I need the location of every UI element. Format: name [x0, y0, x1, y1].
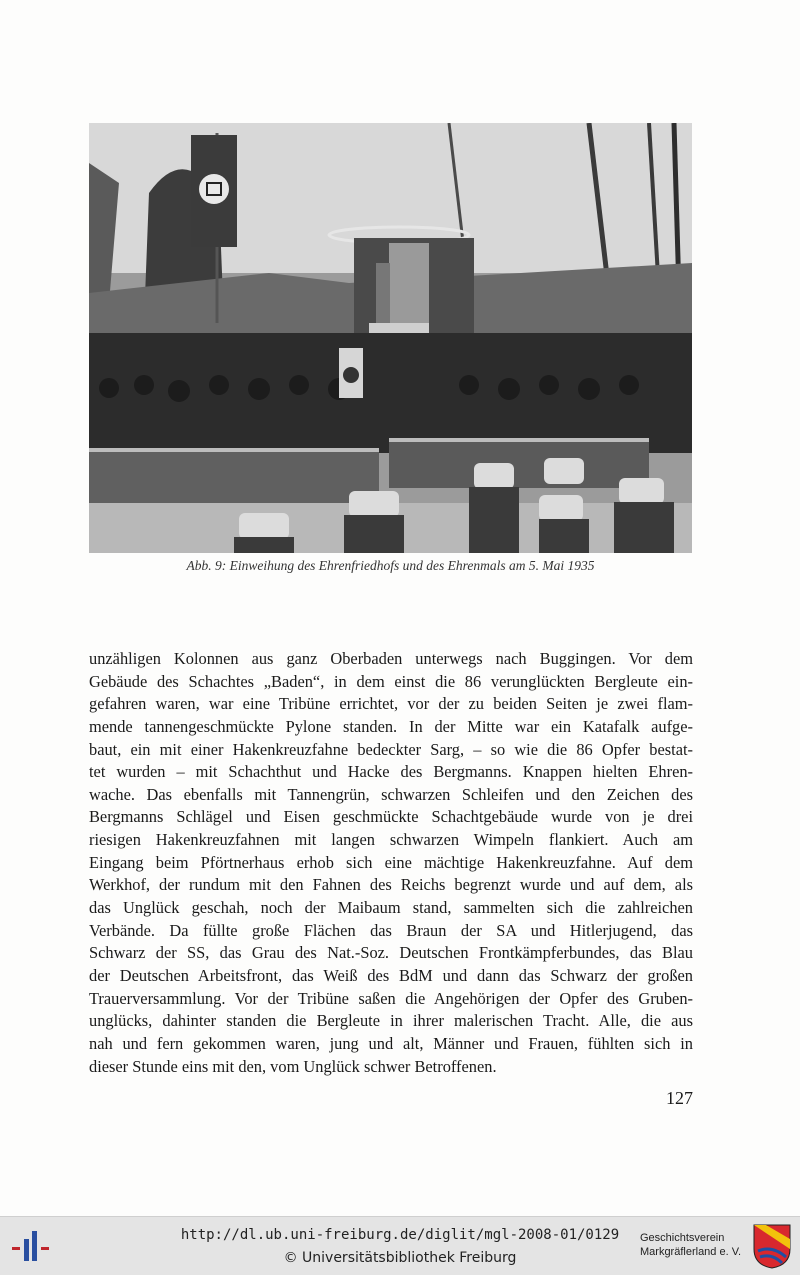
body-line: dieser Stunde eins mit den, vom Unglück schwer Betroffenen.	[89, 1056, 497, 1076]
body-line: unzähligen Kolonnen aus ganz Oberbaden unterwegs nach Buggingen. Vor dem	[89, 649, 693, 668]
body-line: riesigen Hakenkreuzfahnen mit langen schwarzen Wimpeln flankiert. Auch am	[89, 830, 693, 850]
figure-caption: Abb. 9: Einweihung des Ehrenfriedhofs und des Ehrenmals am 5. Mai 1935	[186, 558, 595, 573]
photo-ceremony-image	[89, 123, 692, 553]
body-line: mende tannengeschmückte Pylone standen. In der Mitte war ein Katafalk aufge-	[89, 716, 693, 736]
body-line: nah und fern gekommen waren, jung und alt, Männer und Frauen, fühlten sich in	[89, 1033, 693, 1053]
body-line: Werkhof, der rundum mit den Fahnen des Reichs begrenzt wurde und auf dem, als	[89, 875, 693, 895]
body-line: unglücks, dahinter standen die Bergleute in ihrer malerischen Tracht. Alle, die aus	[89, 1011, 693, 1031]
body-line: gefahren waren, war eine Tribüne errichtet, vor der zu beiden Seiten je zwei flam-	[89, 694, 693, 714]
ub-freiburg-logo-icon	[10, 1225, 52, 1267]
society-name	[640, 1231, 756, 1259]
society-line1: Geschichtsverein	[640, 1232, 725, 1244]
body-line: der Deutschen Arbeitsfront, das Weiß des BdM und dann das Schwarz der großen	[89, 965, 693, 985]
footer-copyright: © Universitätsbibliothek Freiburg	[283, 1250, 517, 1266]
body-line: Trauerversammlung. Vor der Tribüne saßen die Angehörigen der Opfer des Gruben-	[89, 988, 693, 1008]
body-line: Verbände. Da füllte große Flächen das Braun der SA und Hitlerjugend, das	[89, 920, 693, 940]
body-line: baut, ein mit einer Hakenkreuzfahne bedeckter Sarg, – so wie die 86 Opfer bestat-	[89, 739, 693, 759]
society-line2: Markgräflerland e. V.	[640, 1246, 742, 1258]
body-text	[89, 648, 693, 1078]
page-number: 127	[666, 1088, 693, 1108]
body-line: tet wurden – mit Schachthut und Hacke des Bergmanns. Knappen hielten Ehren-	[89, 762, 693, 782]
society-crest-icon	[752, 1223, 792, 1269]
body-line: das Unglück geschah, noch der Maibaum stand, sammelten sich die zahlreichen	[89, 898, 693, 918]
footer-bar	[0, 1216, 800, 1275]
body-line: Gebäude des Schachtes „Baden“, in dem einst die 86 verunglückten Bergleute ein-	[89, 671, 693, 691]
body-line: Schwarz der SS, das Grau des Nat.-Soz. Deutschen Frontkämpferbundes, das Blau	[89, 943, 693, 963]
body-line: wache. Das ebenfalls mit Tannengrün, schwarzen Schleifen und den Zeichen des	[89, 784, 693, 804]
figure-photo	[89, 123, 692, 553]
body-line: Bergmanns Schlägel und Eisen geschmückte Schachtgebäude wurde von je drei	[89, 807, 693, 827]
footer-url-link[interactable]: http://dl.ub.uni-freiburg.de/diglit/mgl-2008-01/0129	[180, 1227, 620, 1243]
body-line: Eingang beim Pförtnerhaus erhob sich eine mächtige Hakenkreuzfahne. Auf dem	[89, 852, 693, 872]
